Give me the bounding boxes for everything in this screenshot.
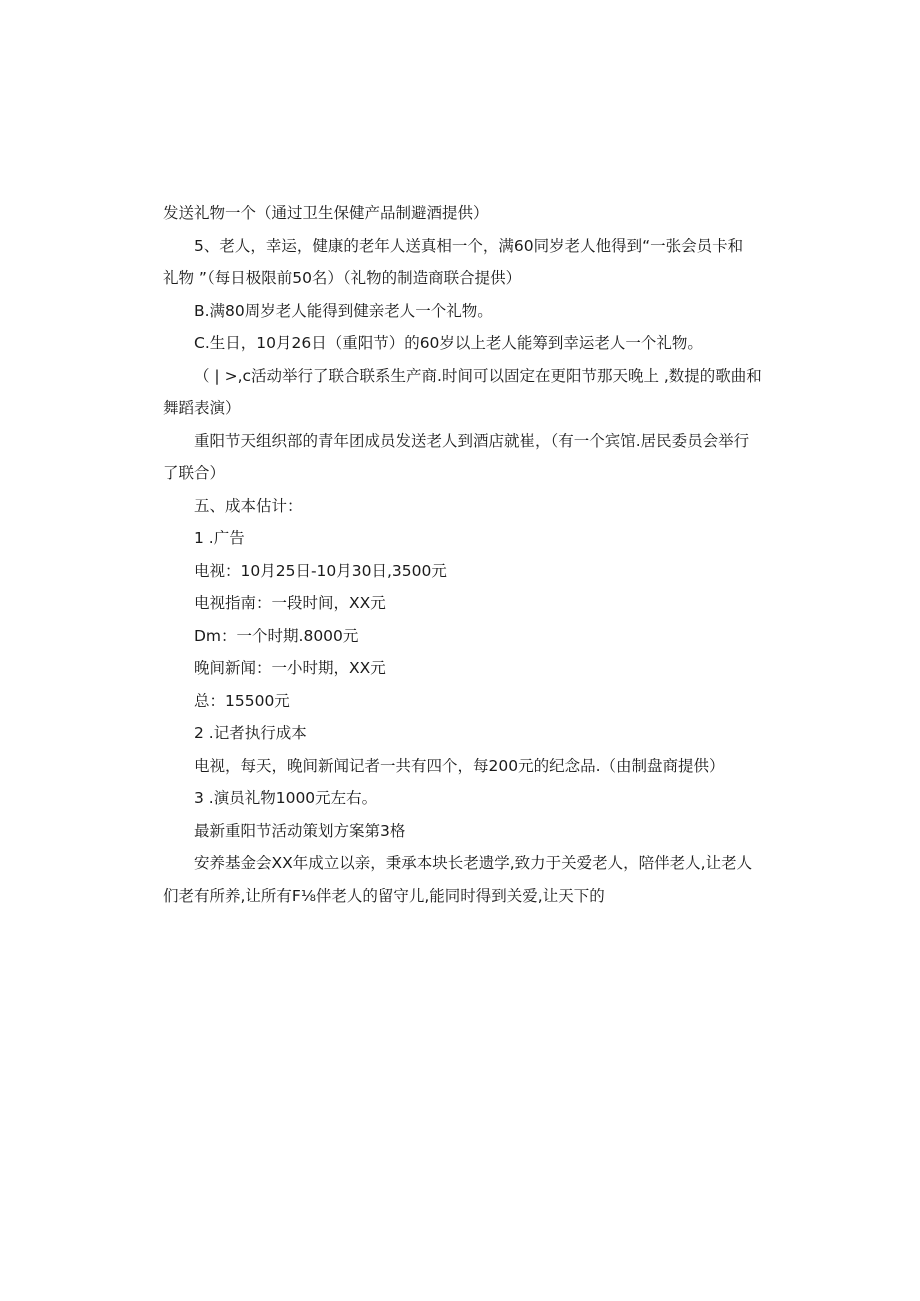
text-line-foundation: 安养基金会XX年成立以亲，秉承本块长老遗学,致力于关爱老人，陪伴老人,让老人	[194, 854, 753, 872]
cost-line-tv: 电视：10月25日-10月30日,3500元	[194, 562, 447, 580]
text-line-youth-league-cont: 了联合）	[163, 464, 226, 482]
cost-line-total: 总：15500元	[194, 692, 290, 710]
list-item-performer-gift: 3 .演员礼物1000元左右。	[194, 789, 378, 807]
text-line-reporter-detail: 电视，每天，晚间新闻记者一共有四个，每200元的纪念品.（由制盘商提供）	[194, 757, 725, 775]
text-line-youth-league: 重阳节天组织部的青年团成员发送老人到酒店就崔，（有一个宾馆.居民委员会举行	[194, 432, 750, 450]
text-line-activity: （ | >,c活动举行了联合联系生产商.时间可以固定在更阳节那天晚上 ,数提的歌曲和	[194, 367, 762, 385]
list-item-reporter-cost: 2 .记者执行成本	[194, 724, 307, 742]
cost-line-tv-guide: 电视指南：一段时间，XX元	[194, 594, 386, 612]
cost-line-evening-news: 晚间新闻：一小时期，XX元	[194, 659, 386, 677]
text-line-gift-sponsor: 发送礼物一个（通过卫生保健产品制避酒提供）	[163, 204, 489, 222]
cost-line-dm: Dm：一个时期.8000元	[194, 627, 359, 645]
text-line-item-b: B.满80周岁老人能得到健亲老人一个礼物。	[194, 302, 493, 320]
section-heading-cost: 五、成本估计：	[194, 497, 303, 515]
text-line-item-5: 5、老人，幸运，健康的老年人送真相一个，满60同岁老人他得到“一张会员卡和	[194, 237, 744, 255]
text-line-item-5-cont: 礼物 ”（每日极限前50名）（礼物的制造商联合提供）	[163, 269, 522, 287]
list-item-advertising: 1 .广告	[194, 529, 245, 547]
section-heading-plan-3: 最新重阳节活动策划方案第3格	[194, 822, 406, 840]
text-line-activity-cont: 舞蹈表演）	[163, 399, 241, 417]
text-line-foundation-cont: 们老有所养,让所有F⅛伴老人的留守儿,能同时得到关爱,让天下的	[163, 887, 605, 905]
text-line-item-c: C.生日，10月26日（重阳节）的60岁以上老人能筹到幸运老人一个礼物。	[194, 334, 703, 352]
